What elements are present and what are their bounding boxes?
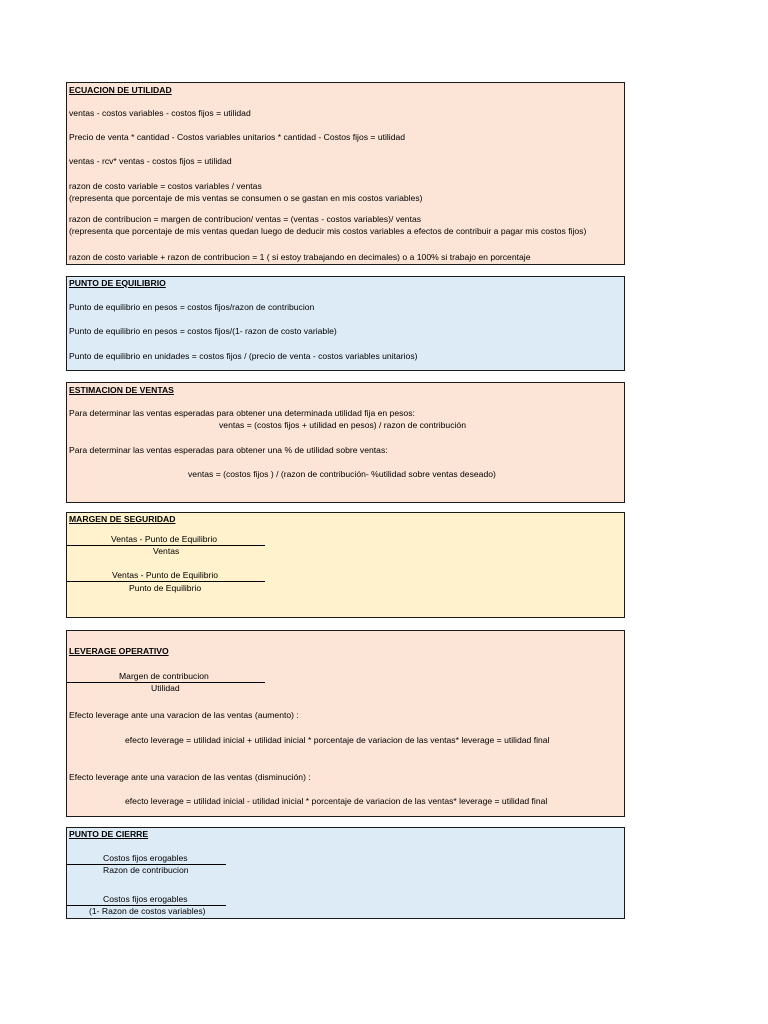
formula-line: Para determinar las ventas esperadas para obtener una % de utilidad sobre ventas: [69, 445, 388, 455]
fraction-numerator: Ventas - Punto de Equilibrio [112, 570, 219, 580]
fraction-denominator: Punto de Equilibrio [129, 583, 202, 593]
punto-equilibrio-section [66, 276, 625, 371]
note-line: (representa que porcentaje de mis ventas quedan luego de deducir mis costos variables a efectos de contribuir a pagar mis costos fijos) [69, 226, 587, 236]
fraction-denominator: Ventas [153, 546, 180, 556]
section-title: MARGEN DE SEGURIDAD [69, 514, 176, 524]
formula-line: Efecto leverage ante una varacion de las ventas (aumento) : [69, 710, 299, 720]
formula-line: Para determinar las ventas esperadas para obtener una determinada utilidad fija en pesos: [69, 408, 415, 418]
fraction-numerator: Ventas - Punto de Equilibrio [111, 534, 218, 544]
fraction-denominator: Utilidad [151, 683, 180, 693]
punto-cierre-section [66, 827, 625, 919]
formula-line: razon de costo variable + razon de contribucion = 1 ( si estoy trabajando en decimales) o a 100% si trabajo en porcentaje [69, 252, 531, 262]
leverage-operativo-section [66, 630, 625, 817]
ecuacion-utilidad-section [66, 82, 625, 265]
formula-line: efecto leverage = utilidad inicial - utilidad inicial * porcentaje de variacion de las ventas* leverage = utilidad final [125, 796, 548, 806]
formula-line: Punto de equilibrio en unidades = costos fijos / (precio de venta - costos variables unitarios) [69, 351, 418, 361]
formula-line: razon de costo variable = costos variables / ventas [69, 181, 262, 191]
formula-line: razon de contribucion = margen de contribucion/ ventas = (ventas - costos variables)/ ventas [69, 214, 422, 224]
section-title: ECUACION DE UTILIDAD [69, 85, 172, 95]
fraction-numerator: Margen de contribucion [119, 671, 209, 681]
section-title: PUNTO DE EQUILIBRIO [69, 278, 166, 288]
estimacion-ventas-section [66, 382, 625, 503]
note-line: (representa que porcentaje de mis ventas se consumen o se gastan en mis costos variables) [69, 193, 423, 203]
formula-line: ventas = (costos fijos + utilidad en pesos) / razon de contribución [219, 420, 466, 430]
formula-line: ventas - costos variables - costos fijos = utilidad [69, 108, 251, 118]
section-title: LEVERAGE OPERATIVO [69, 646, 169, 656]
formula-line: Efecto leverage ante una varacion de las ventas (disminución) : [69, 772, 311, 782]
fraction-denominator: Razon de contribucion [103, 865, 189, 875]
fraction-numerator: Costos fijos erogables [103, 853, 188, 863]
section-title: PUNTO DE CIERRE [69, 829, 149, 839]
fraction-bar [67, 581, 265, 582]
fraction-numerator: Costos fijos erogables [103, 894, 188, 904]
margen-seguridad-section [66, 512, 625, 618]
formula-line: ventas - rcv* ventas - costos fijos = utilidad [69, 156, 232, 166]
section-title: ESTIMACION DE VENTAS [69, 385, 174, 395]
fraction-denominator: (1- Razon de costos variables) [89, 906, 206, 916]
formula-line: Punto de equilibrio en pesos = costos fijos/razon de contribucion [69, 302, 315, 312]
formula-line: efecto leverage = utilidad inicial + utilidad inicial * porcentaje de variacion de las ventas* leverage = utilidad final [125, 735, 550, 745]
formula-line: Precio de venta * cantidad - Costos variables unitarios * cantidad - Costos fijos = utilidad [69, 132, 406, 142]
formula-line: ventas = (costos fijos ) / (razon de contribución- %utilidad sobre ventas deseado) [188, 469, 496, 479]
formula-line: Punto de equilibrio en pesos = costos fijos/(1- razon de costo variable) [69, 326, 337, 336]
